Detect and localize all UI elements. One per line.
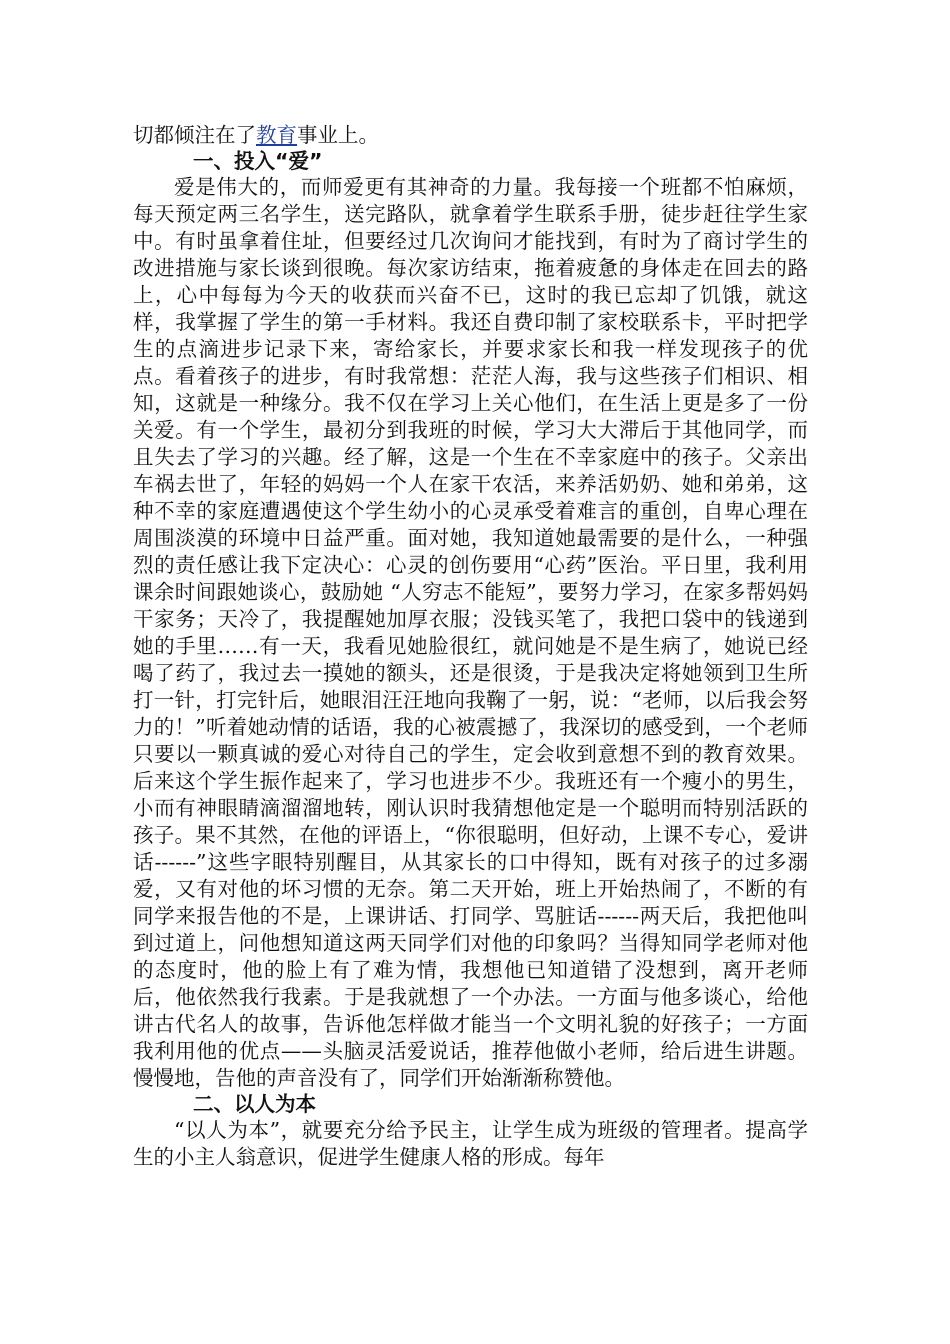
section-1-heading: 一、投入“爱” — [193, 149, 323, 173]
document-page — [133, 122, 808, 1171]
education-link[interactable]: 教育 — [256, 123, 297, 147]
section-2-paragraph: “以人为本”，就要充分给予民主，让学生成为班级的管理者。提高学生的小主人翁意识，促进学生健康人格的形成。每年 — [133, 1118, 808, 1169]
intro-text-before: 切都倾注在了 — [133, 123, 256, 147]
intro-text-after: 事业上。 — [297, 123, 379, 147]
section-1-paragraph: 爱是伟大的，而师爱更有其神奇的力量。我每接一个班都不怕麻烦，每天预定两三名学生，送完路队，就拿着学生联系手册，徒步赶往学生家中。有时虽拿着住址，但要经过几次询问才能找到，有时为了商讨学生的改进措施与家长谈到很晚。每次家访结束，拖着疲惫的身体走在回去的路上，心中每每为今天的收获而兴奋不已，这时的我已忘却了饥饿，就这样，我掌握了学生的第一手材料。我还自费印制了家校联系卡，平时把学生的点滴进步记录下来，寄给家长，并要求家长和我一样发现孩子的优点。看着孩子的进步，有时我常想：茫茫人海，我与这些孩子们相识、相知，这就是一种缘分。我不仅在学习上关心他们，在生活上更是多了一份关爱。有一个学生，最初分到我班的时候，学习大大滞后于其他同学，而且失去了学习的兴趣。经了解，这是一个生在不幸家庭中的孩子。父亲出车祸去世了，年轻的妈妈一个人在家干农活，来养活奶奶、她和弟弟，这种不幸的家庭遭遇使这个学生幼小的心灵承受着难言的重创，自卑心理在周围淡漠的环境中日益严重。面对她，我知道她最需要的是什么，一种强烈的责任感让我下定决心：心灵的创伤要用“心药”医治。平日里，我利用课余时间跟她谈心，鼓励她 “人穷志不能短”，要努力学习，在家多帮妈妈干家务；天冷了，我提醒她加厚衣服；没钱买笔了，我把口袋中的钱递到她的手里……有一天，我看见她脸很红，就问她是不是生病了，她说已经喝了药了，我过去一摸她的额头，还是很烫，于是我决定将她领到卫生所打一针，打完针后，她眼泪汪汪地向我鞠了一躬，说：“老师，以后我会努力的！”听着她动情的话语，我的心被震撼了，我深切的感受到，一个老师只要以一颗真诚的爱心对待自己的学生，定会收到意想不到的教育效果。后来这个学生振作起来了，学习也进步不少。我班还有一个瘦小的男生，小而有神眼睛滴溜溜地转，刚认识时我猜想他定是一个聪明而特别活跃的孩子。果不其然，在他的评语上，“你很聪明，但好动，上课不专心，爱讲话------”这些字眼特别醒目，从其家长的口中得知，既有对孩子的过多溺爱，又有对他的坏习惯的无奈。第二天开始，班上开始热闹了，不断的有同学来报告他的不是，上课讲话、打同学、骂脏话------两天后，我把他叫到过道上，问他想知道这两天同学们对他的印象吗？当得知同学老师对他的态度时，他的脸上有了难为情，我想他已知道错了没想到，离开老师后，他依然我行我素。于是我就想了一个办法。一方面与他多谈心，给他讲古代名人的故事，告诉他怎样做才能当一个文明礼貌的好孩子；一方面我利用他的优点——头脑灵活爱说话，推荐他做小老师，给后进生讲题。慢慢地，告他的声音没有了，同学们开始渐渐称赞他。 — [133, 175, 808, 1090]
intro-line — [133, 122, 808, 149]
section-2-heading: 二、以人为本 — [193, 1092, 316, 1116]
